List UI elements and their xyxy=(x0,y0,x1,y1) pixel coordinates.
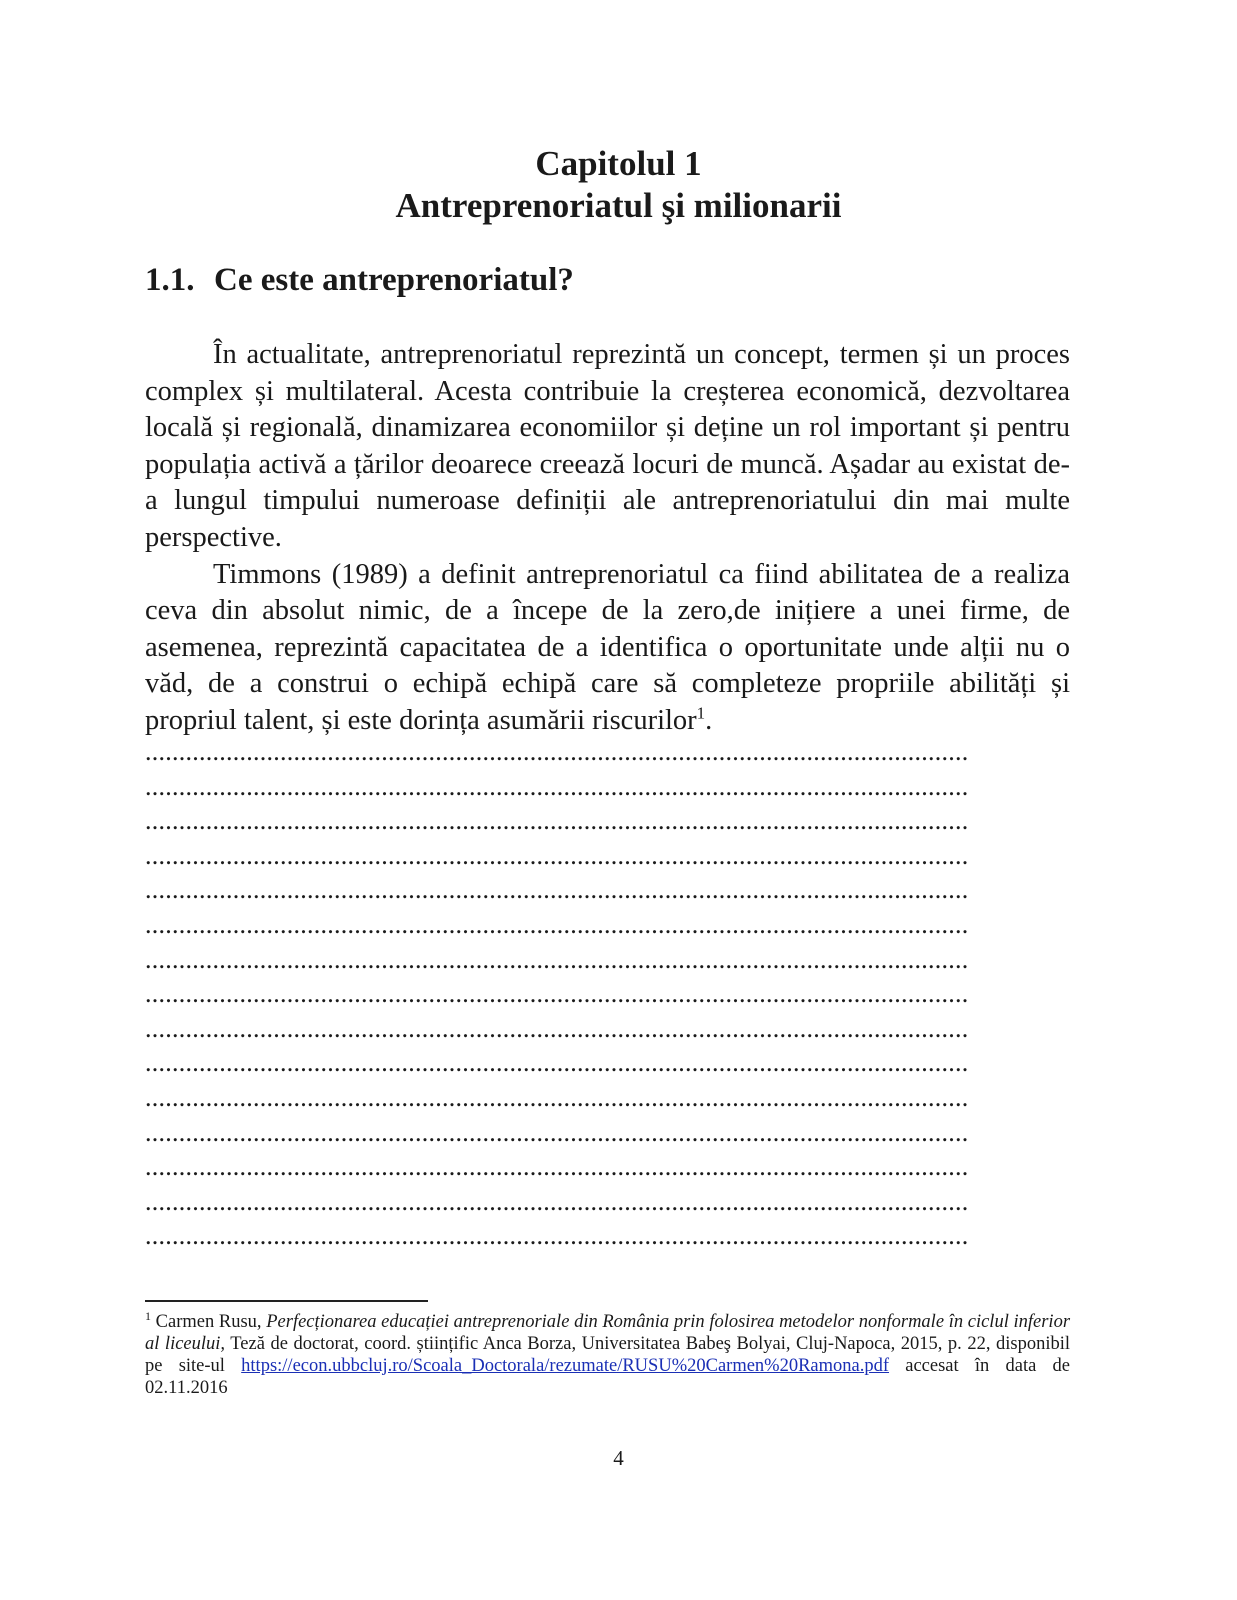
dotted-line: .......................................................................................................................... xyxy=(145,1082,969,1112)
paragraph-2 xyxy=(145,557,1070,740)
chapter-number: Capitolul 1 xyxy=(535,144,702,183)
paragraph-2-text: Timmons (1989) a definit antreprenoriatul ca fiind abilitatea de a realiza ceva din absolut nimic, de a începe de la zero,de inițiere a unei firme, de asemenea, reprezintă capacitatea de a identifica o oportunitate unde alții nu o văd, de a construi o echipă echipă care să completeze propriile abilități și propriul talent, și este dorința asumării riscurilor xyxy=(145,558,1070,736)
dotted-line: .......................................................................................................................... xyxy=(145,806,969,836)
dotted-line: .......................................................................................................................... xyxy=(145,840,969,870)
dotted-line: .......................................................................................................................... xyxy=(145,1221,969,1251)
dotted-line: .......................................................................................................................... xyxy=(145,1013,969,1043)
section-number: 1.1. xyxy=(145,262,195,298)
footnote-accessed: accesat în data de 02.11.2016 xyxy=(145,1356,1071,1398)
dotted-lines xyxy=(145,735,1025,1254)
dotted-line: .......................................................................................................................... xyxy=(145,1048,969,1078)
footnote-author: Carmen Rusu, xyxy=(155,1312,262,1332)
body-text xyxy=(145,337,1070,740)
section-title: Ce este antreprenoriatul? xyxy=(214,262,574,298)
footnote-reference[interactable]: 1 xyxy=(696,703,706,723)
dotted-line: .......................................................................................................................... xyxy=(145,1152,969,1182)
footnote xyxy=(145,1308,1071,1399)
page-number: 4 xyxy=(613,1446,624,1470)
dotted-line: .......................................................................................................................... xyxy=(145,979,969,1009)
footnote-link[interactable]: https://econ.ubbcluj.ro/Scoala_Doctorala/rezumate/RUSU%20Carmen%20Ramona.pdf xyxy=(241,1356,890,1376)
footnote-separator xyxy=(145,1300,428,1302)
dotted-line: .......................................................................................................................... xyxy=(145,737,969,766)
dotted-line: .......................................................................................................................... xyxy=(145,875,969,905)
paragraph-1: În actualitate, antreprenoriatul reprezintă un concept, termen și un proces complex și multilateral. Acesta contribuie la creșterea economică, dezvoltarea locală și regională, dinamizarea economiilor și deține un rol important și pentru populația activă a țărilor deoarece creează locuri de muncă. Așadar au existat de-a lungul timpului numeroase definiții ale antreprenoriatului din mai multe perspective. xyxy=(145,339,1070,553)
footnote-details: Teză de doctorat, coord. științific Anca Borza, Universitatea Babeş Bolyai, Cluj-Napoca, 2015, p. 22, disponibil pe site-ul xyxy=(145,1334,1070,1376)
paragraph-2-end: . xyxy=(705,704,713,736)
dotted-line: .......................................................................................................................... xyxy=(145,1117,969,1147)
chapter-title: Antreprenoriatul şi milionarii xyxy=(395,186,842,225)
dotted-line: .......................................................................................................................... xyxy=(145,1186,969,1216)
footnote-marker: 1 xyxy=(145,1308,151,1323)
dotted-line: .......................................................................................................................... xyxy=(145,944,969,974)
dotted-line: .......................................................................................................................... xyxy=(145,909,969,939)
footnote-title: Perfecționarea educației antreprenoriale din România prin folosirea metodelor nonformale în ciclul inferior al liceului, xyxy=(145,1312,1071,1354)
dotted-line: .......................................................................................................................... xyxy=(145,771,969,801)
section-heading xyxy=(145,262,574,299)
